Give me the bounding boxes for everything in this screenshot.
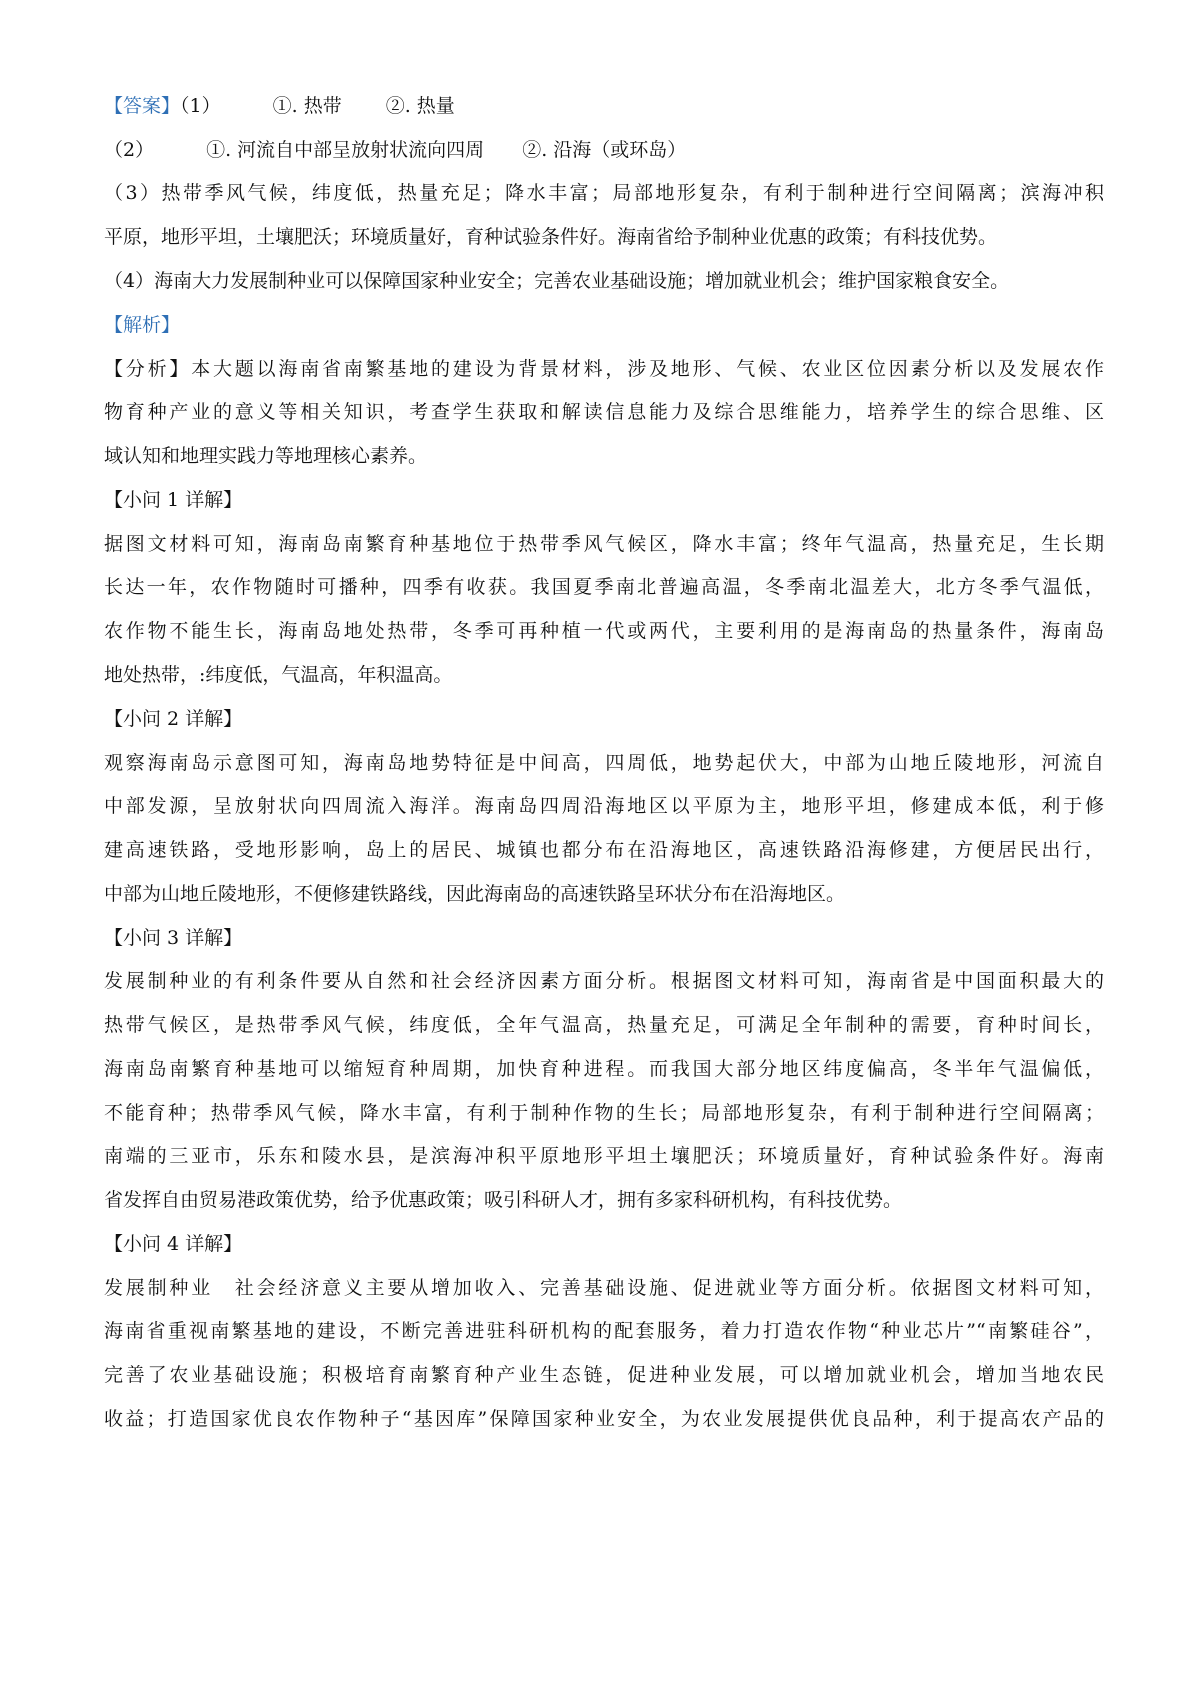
answer-q3-line: 平原，地形平坦，土壤肥沃；环境质量好，育种试验条件好。海南省给予制种业优惠的政策；有科技优势。	[104, 226, 998, 248]
q2-detail-line: 建高速铁路，受地形影响，岛上的居民、城镇也都分布在沿海地区，高速铁路沿海修建，方便居民出行，	[104, 839, 1104, 861]
answer-label: 【答案】	[104, 95, 181, 117]
answer-q1-part-b: ②. 热量	[385, 95, 455, 117]
q2-detail-line: 中部发源，呈放射状向四周流入海洋。海南岛四周沿海地区以平原为主，地形平坦，修建成本低，利于修	[104, 795, 1104, 817]
analysis-intro-line: 域认知和地理实践力等地理核心素养。	[104, 445, 428, 467]
q1-detail-line: 长达一年，农作物随时可播种，四季有收获。我国夏季南北普遍高温，冬季南北温差大，北方冬季气温低，	[104, 576, 1104, 598]
q4-detail-line: 完善了农业基础设施；积极培育南繁育种产业生态链，促进种业发展，可以增加就业机会，增加当地农民	[104, 1364, 1104, 1386]
answer-q1-line	[104, 93, 1104, 119]
analysis-intro-line: 物育种产业的意义等相关知识，考查学生获取和解读信息能力及综合思维能力，培养学生的综合思维、区	[104, 401, 1104, 423]
q3-detail-line: 南端的三亚市，乐东和陵水县，是滨海冲积平原地形平坦土壤肥沃；环境质量好，育种试验条件好。海南	[104, 1145, 1104, 1167]
q4-detail-line: 收益；打造国家优良农作物种子“基因库”保障国家种业安全，为农业发展提供优良品种，利于提高农产品的	[104, 1408, 1104, 1430]
q1-detail-heading: 【小问 1 详解】	[104, 489, 243, 511]
q3-detail-line: 海南岛南繁育种基地可以缩短育种周期，加快育种进程。而我国大部分地区纬度偏高，冬半年气温偏低，	[104, 1058, 1104, 1080]
q1-detail-line: 农作物不能生长，海南岛地处热带，冬季可再种植一代或两代，主要利用的是海南岛的热量条件，海南岛	[104, 620, 1104, 642]
q3-detail-line: 省发挥自由贸易港政策优势，给予优惠政策；吸引科研人才，拥有多家科研机构，有科技优势。	[104, 1189, 903, 1211]
q3-detail-line: 热带气候区，是热带季风气候，纬度低，全年气温高，热量充足，可满足全年制种的需要，育种时间长，	[104, 1014, 1104, 1036]
answer-q1-part-a: ①. 热带	[272, 95, 342, 117]
q4-detail-line: 海南省重视南繁基地的建设，不断完善进驻科研机构的配套服务，着力打造农作物“种业芯片”“南繁硅谷”，	[104, 1320, 1104, 1342]
q1-detail-line: 地处热带，:纬度低，气温高，年积温高。	[104, 664, 453, 686]
analysis-label: 【解析】	[104, 314, 181, 336]
answer-q4-line: （4）海南大力发展制种业可以保障国家种业安全；完善农业基础设施；增加就业机会；维护国家粮食安全。	[104, 270, 1010, 292]
q3-detail-line: 发展制种业的有利条件要从自然和社会经济因素方面分析。根据图文材料可知，海南省是中国面积最大的	[104, 970, 1104, 992]
answer-q2-line	[104, 137, 1104, 163]
q4-detail-heading: 【小问 4 详解】	[104, 1233, 243, 1255]
q4-detail-line: 发展制种业 社会经济意义主要从增加收入、完善基础设施、促进就业等方面分析。依据图文材料可知，	[104, 1277, 1104, 1299]
q2-detail-heading: 【小问 2 详解】	[104, 708, 243, 730]
q3-detail-line: 不能育种；热带季风气候，降水丰富，有利于制种作物的生长；局部地形复杂，有利于制种进行空间隔离；	[104, 1102, 1104, 1124]
answer-q1-number: （1）	[180, 95, 221, 117]
answer-q2-number: （2）	[104, 139, 155, 161]
answer-q2-part-b: ②. 沿海（或环岛）	[522, 139, 687, 161]
q1-detail-line: 据图文材料可知，海南岛南繁育种基地位于热带季风气候区，降水丰富；终年气温高，热量充足，生长期	[104, 533, 1104, 555]
analysis-intro-line: 【分析】本大题以海南省南繁基地的建设为背景材料，涉及地形、气候、农业区位因素分析以及发展农作	[104, 358, 1104, 380]
q3-detail-heading: 【小问 3 详解】	[104, 927, 243, 949]
q2-detail-line: 观察海南岛示意图可知，海南岛地势特征是中间高，四周低，地势起伏大，中部为山地丘陵地形，河流自	[104, 752, 1104, 774]
answer-q3-line: （3）热带季风气候，纬度低，热量充足；降水丰富；局部地形复杂，有利于制种进行空间隔离；滨海冲积	[104, 182, 1104, 204]
answer-q2-part-a: ①. 河流自中部呈放射状流向四周	[206, 139, 485, 161]
q2-detail-line: 中部为山地丘陵地形，不便修建铁路线，因此海南岛的高速铁路呈环状分布在沿海地区。	[104, 883, 846, 905]
